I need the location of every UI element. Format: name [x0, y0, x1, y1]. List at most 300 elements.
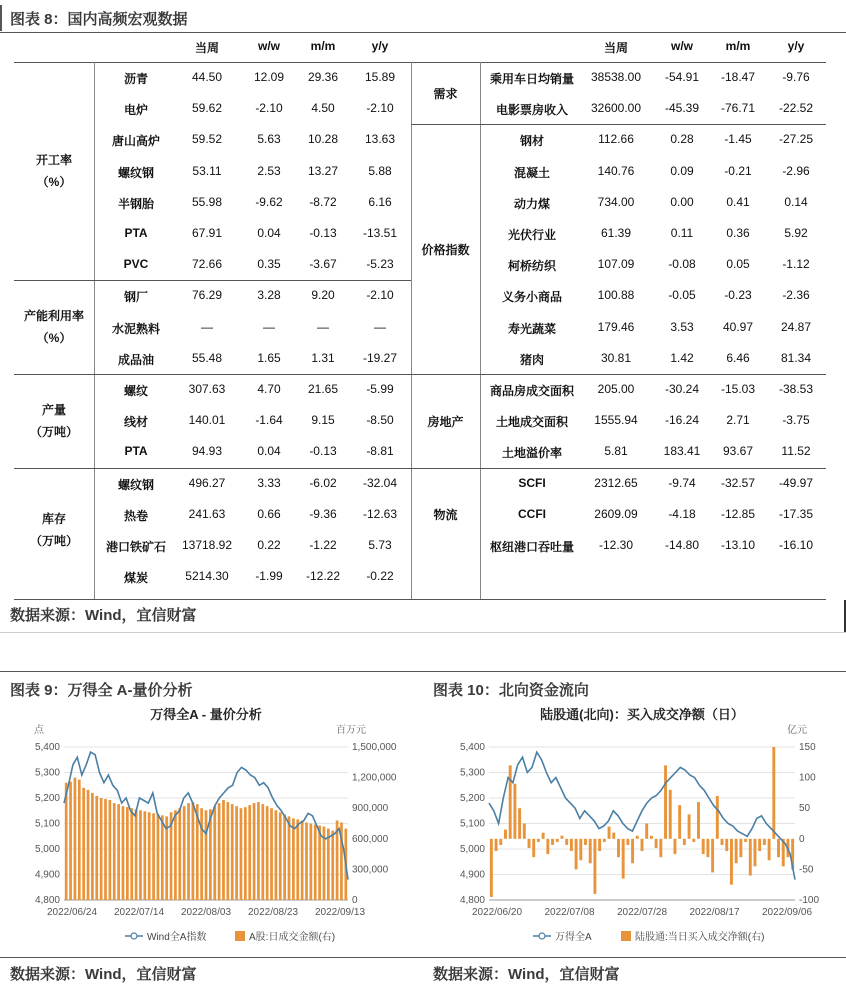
legend-line-marker — [131, 933, 137, 939]
right-axis-unit: 亿元 — [787, 725, 807, 736]
left-tick-label: 4,900 — [34, 869, 60, 881]
table-cell: -9.36 — [309, 506, 337, 521]
volume-bar — [301, 820, 304, 900]
volume-bar — [754, 839, 757, 867]
column-header: w/w — [670, 39, 693, 53]
table-cell: -12.63 — [362, 506, 398, 521]
volume-bar — [69, 782, 72, 900]
volume-bar — [509, 765, 512, 838]
volume-bar — [213, 806, 216, 900]
volume-bar — [725, 839, 728, 851]
volume-bar — [744, 839, 747, 842]
table-cell: 734.00 — [597, 194, 635, 209]
table-cell: -3.75 — [782, 413, 810, 428]
left-tick-label: 5,200 — [459, 793, 485, 804]
volume-bar — [655, 839, 658, 848]
volume-bar — [178, 808, 181, 900]
table-cell: 72.66 — [191, 257, 223, 272]
x-tick-label: 2022/09/06 — [761, 907, 813, 918]
table-cell: 81.34 — [780, 350, 812, 365]
table-bottom-line — [14, 599, 826, 600]
section-divider — [0, 632, 846, 633]
right-tick-label: 0 — [799, 833, 805, 845]
table-cell: 93.67 — [722, 444, 754, 459]
volume-bar — [205, 810, 208, 900]
table-cell: -54.91 — [664, 70, 700, 84]
row-label: 动力煤 — [513, 196, 550, 211]
row-label: 螺纹钢 — [117, 477, 154, 492]
volume-bar — [152, 813, 155, 900]
table-cell: -38.53 — [778, 382, 814, 396]
volume-bar — [589, 839, 592, 863]
volume-bar — [91, 793, 94, 900]
volume-bar — [130, 808, 133, 900]
fig9-bottom-rule — [0, 957, 425, 958]
table-cell: 179.46 — [597, 319, 635, 334]
volume-bar — [109, 800, 112, 900]
table-cell: 0.28 — [670, 132, 694, 147]
table-cell: -0.22 — [366, 569, 394, 584]
volume-bar — [275, 810, 278, 900]
table-cell: -45.39 — [664, 101, 700, 116]
table-cell: 59.62 — [191, 101, 223, 116]
table-cell: 496.27 — [188, 475, 226, 490]
table-cell: -30.24 — [664, 382, 700, 396]
x-tick-label: 2022/08/23 — [247, 907, 299, 918]
table-cell: 55.48 — [191, 350, 223, 365]
table-cell: -32.04 — [362, 475, 398, 490]
volume-bar — [310, 824, 313, 901]
table-cell: 112.66 — [598, 132, 634, 147]
table-cell: 21.65 — [307, 382, 339, 396]
right-tick-label: 0 — [352, 895, 358, 906]
volume-bar — [688, 814, 691, 838]
table-cell: 61.39 — [600, 226, 632, 240]
table-cell: 5.92 — [784, 226, 808, 240]
table-cell: 0.11 — [670, 226, 694, 240]
table-cell: -32.57 — [720, 475, 756, 490]
volume-bar — [730, 839, 733, 885]
table-cell: -1.22 — [309, 538, 337, 552]
left-tick-label: 5,300 — [34, 767, 60, 779]
volume-bar — [174, 810, 177, 900]
table-cell: 0.36 — [726, 226, 750, 240]
table-cell: 1.31 — [311, 350, 335, 365]
table-cell: -0.21 — [724, 163, 752, 178]
table-cell: 183.41 — [663, 444, 701, 459]
volume-bar — [758, 839, 761, 851]
group-label: 库存 — [41, 512, 66, 526]
group-unit: （万吨） — [29, 534, 78, 548]
table-cell: -0.13 — [309, 226, 337, 240]
volume-bar — [650, 836, 653, 839]
left-tick-label: 4,800 — [459, 895, 485, 906]
table-cell: 0.66 — [257, 506, 281, 521]
figure10-title: 图表 10：北向资金流向 — [433, 682, 589, 699]
left-tick-label: 5,000 — [459, 844, 485, 855]
table-cell: -16.10 — [778, 538, 814, 552]
group-unit: （万吨） — [29, 424, 78, 439]
volume-bar — [528, 839, 531, 848]
group-unit: （%） — [36, 331, 72, 346]
fig10-bottom-rule — [425, 957, 846, 958]
row-label: 枢纽港口吞吐量 — [489, 540, 574, 554]
table-cell: 76.29 — [191, 288, 223, 303]
volume-bar — [292, 818, 295, 900]
volume-bar — [148, 812, 151, 900]
table-cell: 4.50 — [311, 101, 335, 116]
volume-bar — [537, 839, 540, 842]
table-cell: -14.80 — [664, 538, 700, 552]
x-tick-label: 2022/08/17 — [689, 907, 740, 918]
row-label: 柯桥纺织 — [507, 259, 556, 274]
table-cell: 3.53 — [670, 319, 694, 334]
volume-bar — [664, 765, 667, 838]
volume-bar — [669, 790, 672, 839]
table-cell: 94.93 — [191, 444, 223, 459]
left-tick-label: 5,400 — [459, 742, 485, 753]
table-cell: 0.05 — [726, 257, 750, 272]
volume-bar — [231, 804, 234, 900]
table-cell: 2.53 — [257, 163, 281, 178]
table-cell: 100.88 — [597, 288, 635, 303]
table-cell: 44.50 — [191, 70, 223, 84]
row-label: 线材 — [123, 415, 148, 430]
group-separator — [14, 374, 411, 375]
table-cell: -9.74 — [668, 475, 696, 490]
table-cell: -13.10 — [720, 538, 756, 552]
volume-bar — [593, 839, 596, 894]
column-header: y/y — [371, 39, 389, 53]
group-label: 产量 — [41, 402, 66, 417]
x-tick-label: 2022/09/13 — [314, 907, 366, 918]
figure8-source: 数据来源：Wind，宜信财富 — [10, 607, 197, 624]
right-tick-label: 150 — [799, 742, 816, 753]
table-cell: 2609.09 — [594, 506, 638, 521]
table-cell: 59.52 — [191, 132, 223, 147]
volume-bar — [683, 839, 686, 845]
table-cell: 67.91 — [191, 226, 223, 240]
column-header: 当周 — [194, 41, 219, 55]
volume-bar — [183, 806, 186, 900]
table-cell: -5.99 — [366, 382, 394, 396]
chart-title: 陆股通(北向)：买入成交净额（日） — [540, 707, 744, 722]
volume-bar — [579, 839, 582, 860]
group-separator — [411, 468, 826, 469]
volume-bar — [244, 807, 247, 900]
table-cell: 29.36 — [307, 70, 339, 84]
table-top-line — [14, 62, 826, 63]
volume-bar — [575, 839, 578, 870]
table-cell: 13.63 — [364, 132, 396, 147]
table-cell: 1.42 — [670, 350, 694, 365]
right-tick-label: 600,000 — [352, 833, 389, 845]
figure9-title: 图表 9：万得全 A-量价分析 — [10, 682, 193, 699]
volume-bar — [288, 816, 291, 900]
volume-bar — [584, 839, 587, 845]
row-label: 土地成交面积 — [495, 415, 568, 430]
table-cell: -3.67 — [309, 257, 337, 272]
table-cell: -9.76 — [782, 70, 810, 84]
volume-bar — [523, 824, 526, 839]
row-label: 电炉 — [123, 103, 148, 118]
row-label: 猪肉 — [519, 352, 544, 367]
table-cell: -2.10 — [366, 101, 394, 116]
table-cell: 40.97 — [722, 319, 754, 334]
group-separator — [411, 124, 826, 125]
volume-bar — [226, 802, 229, 900]
fig10-top-rule — [425, 671, 846, 672]
volume-bar — [218, 803, 221, 900]
volume-bar — [626, 839, 629, 845]
row-label: 商品房成交面积 — [489, 384, 574, 398]
group-label: 价格指数 — [421, 243, 470, 258]
volume-bar — [622, 839, 625, 879]
volume-bar — [612, 833, 615, 839]
volume-bar — [187, 803, 190, 900]
table-cell: -0.05 — [668, 288, 696, 303]
row-label: 沥青 — [123, 72, 148, 86]
table-cell: 38538.00 — [590, 70, 642, 84]
table-cell: 13.27 — [307, 163, 339, 178]
table-cell: -16.24 — [664, 413, 700, 428]
left-tick-label: 5,100 — [459, 818, 485, 830]
volume-bar — [768, 839, 771, 860]
volume-bar — [143, 811, 146, 900]
volume-bar — [305, 822, 308, 900]
x-tick-label: 2022/07/28 — [616, 907, 668, 918]
x-tick-label: 2022/06/20 — [471, 907, 523, 918]
volume-bar — [235, 806, 238, 900]
group-label: 开工率 — [35, 153, 72, 168]
volume-bar — [95, 796, 98, 900]
volume-bar — [692, 839, 695, 842]
table-cell: 205.00 — [597, 382, 635, 396]
volume-bar — [641, 839, 644, 851]
x-tick-label: 2022/08/03 — [180, 907, 232, 918]
legend-label: 万得全A — [555, 932, 592, 943]
group-unit: （%） — [36, 175, 72, 190]
left-tick-label: 5,100 — [34, 818, 60, 830]
table-col-rule — [94, 62, 95, 599]
left-tick-label: 5,300 — [459, 767, 485, 779]
volume-bar — [222, 800, 225, 900]
table-cell: 6.46 — [726, 350, 750, 365]
table-cell: 0.14 — [784, 194, 808, 209]
volume-bar — [327, 829, 330, 900]
table-cell: -19.27 — [362, 350, 398, 365]
table-cell: 53.11 — [192, 163, 222, 178]
table-cell: -1.45 — [724, 132, 752, 147]
right-tick-label: 50 — [799, 803, 811, 815]
table-cell: 0.22 — [257, 538, 281, 552]
table-cell: 0.00 — [670, 194, 694, 209]
volume-bar — [749, 839, 752, 876]
volume-bar — [82, 788, 85, 900]
table-cell: -2.36 — [782, 288, 810, 303]
group-separator — [14, 468, 411, 469]
table-cell: 3.28 — [257, 288, 281, 303]
volume-bar — [135, 809, 138, 900]
row-label: 钢厂 — [123, 290, 148, 305]
group-label: 物流 — [433, 508, 458, 523]
table-col-rule — [480, 62, 481, 599]
volume-bar — [100, 798, 103, 900]
row-label: 唐山高炉 — [111, 134, 160, 149]
volume-bar — [777, 839, 780, 857]
x-tick-label: 2022/07/08 — [544, 907, 595, 918]
left-tick-label: 5,000 — [34, 844, 60, 855]
table-cell: -13.51 — [362, 226, 398, 240]
right-tick-label: 900,000 — [352, 803, 389, 815]
volume-bar — [542, 833, 545, 839]
table-cell: — — [263, 319, 275, 334]
table-cell: -8.72 — [309, 194, 337, 209]
left-tick-label: 4,800 — [34, 895, 60, 906]
table-cell: 9.20 — [311, 288, 335, 303]
table-cell: 0.04 — [257, 444, 281, 459]
row-label: 成品油 — [117, 352, 154, 367]
legend-label: 陆股通:当日买入成交净额(右) — [635, 932, 765, 943]
volume-bar — [631, 839, 634, 863]
volume-bar — [78, 780, 81, 900]
row-label: 乘用车日均销量 — [489, 72, 574, 86]
table-cell: 1.65 — [257, 350, 281, 365]
column-header: m/m — [310, 39, 336, 53]
volume-bar — [518, 808, 521, 839]
group-label: 产能利用率 — [23, 309, 84, 324]
title-accent-bar — [0, 5, 2, 31]
table-cell: 5.88 — [368, 163, 392, 178]
volume-bar — [645, 824, 648, 839]
legend-line-marker — [539, 933, 545, 939]
volume-bar — [296, 819, 299, 900]
table-cell: 4.70 — [257, 382, 281, 396]
table-cell: -8.50 — [366, 413, 394, 428]
volume-bar — [739, 839, 742, 857]
volume-bar — [113, 803, 116, 900]
volume-bar — [636, 836, 639, 839]
row-label: 螺纹钢 — [117, 165, 154, 180]
table-cell: 0.35 — [257, 257, 281, 272]
volume-bar — [678, 805, 681, 839]
volume-bar — [546, 839, 549, 854]
legend-bar-swatch — [235, 931, 245, 941]
volume-bar — [551, 839, 554, 845]
table-cell: — — [317, 319, 329, 334]
volume-bar — [279, 812, 282, 900]
volume-bar — [513, 784, 516, 839]
table-cell: -0.23 — [724, 288, 752, 303]
column-header: w/w — [257, 39, 280, 53]
row-label: 寿光蔬菜 — [507, 321, 556, 336]
table-cell: -12.22 — [305, 569, 341, 584]
volume-bar — [283, 814, 286, 900]
right-tick-label: -50 — [799, 864, 814, 876]
left-tick-label: 5,200 — [34, 793, 60, 804]
table-cell: 241.63 — [188, 506, 226, 521]
volume-bar — [721, 839, 724, 845]
volume-bar — [504, 830, 507, 839]
figure10-source: 数据来源：Wind，宜信财富 — [433, 966, 620, 983]
volume-bar — [314, 825, 317, 900]
table-cell: 5.63 — [257, 132, 281, 147]
volume-bar — [565, 839, 568, 845]
group-label: 房地产 — [427, 414, 464, 429]
chart-title: 万得全A - 量价分析 — [150, 707, 262, 722]
row-label: SCFI — [518, 475, 546, 490]
group-separator — [14, 280, 411, 281]
table-cell: 2312.65 — [594, 475, 638, 490]
row-label: 水泥熟料 — [111, 321, 160, 336]
table-cell: 15.89 — [364, 70, 396, 84]
table-cell: 5214.30 — [185, 569, 229, 584]
chart-northbound-flow — [425, 700, 845, 952]
right-tick-label: -100 — [799, 895, 820, 906]
volume-bar — [598, 839, 601, 851]
volume-bar — [617, 839, 620, 857]
x-tick-label: 2022/06/24 — [46, 907, 98, 918]
table-cell: — — [201, 319, 213, 334]
volume-bar — [608, 827, 611, 839]
row-label: CCFI — [518, 506, 546, 521]
table-cell: 140.76 — [597, 163, 635, 178]
volume-bar — [532, 839, 535, 857]
volume-bar — [192, 802, 195, 900]
table-cell: -15.03 — [720, 382, 756, 396]
volume-bar — [139, 810, 142, 900]
table-cell: -0.08 — [668, 257, 696, 272]
legend-bar-swatch — [621, 931, 631, 941]
row-label: PTA — [124, 444, 148, 459]
left-tick-label: 5,400 — [34, 742, 60, 753]
table-cell: 24.87 — [780, 319, 812, 334]
volume-bar — [570, 839, 573, 851]
table-cell: -22.52 — [778, 101, 814, 116]
volume-bar — [697, 802, 700, 839]
table-cell: -76.71 — [720, 101, 756, 116]
volume-bar — [270, 808, 273, 900]
volume-bar — [702, 839, 705, 854]
volume-bar — [490, 839, 493, 897]
table-cell: -49.97 — [778, 475, 814, 490]
table-cell: 3.33 — [257, 475, 281, 490]
table-cell: 10.28 — [307, 132, 339, 147]
volume-bar — [257, 802, 260, 900]
table-cell: 140.01 — [188, 413, 226, 428]
table-cell: -17.35 — [778, 506, 814, 521]
row-label: 半钢胎 — [117, 196, 154, 211]
legend-label: Wind全A指数 — [147, 932, 207, 943]
table-cell: -1.64 — [255, 413, 283, 428]
volume-bar — [716, 796, 719, 839]
table-cell: 30.81 — [600, 350, 632, 365]
table-cell: 1555.94 — [594, 413, 638, 428]
legend-label: A股:日成交金额(右) — [249, 932, 336, 943]
table-cell: 5.81 — [604, 444, 628, 459]
left-tick-label: 4,900 — [459, 869, 485, 881]
table-cell: 9.15 — [311, 413, 335, 428]
table-cell: -27.25 — [778, 132, 814, 147]
table-cell: -6.02 — [309, 475, 337, 490]
table-cell: -1.12 — [782, 257, 810, 272]
volume-bar — [266, 806, 269, 900]
volume-bar — [117, 804, 120, 900]
table-cell: — — [374, 319, 386, 334]
figure8-title: 图表 8：国内高频宏观数据 — [10, 11, 188, 28]
table-cell: -9.62 — [255, 194, 283, 209]
row-label: 煤炭 — [123, 571, 148, 586]
